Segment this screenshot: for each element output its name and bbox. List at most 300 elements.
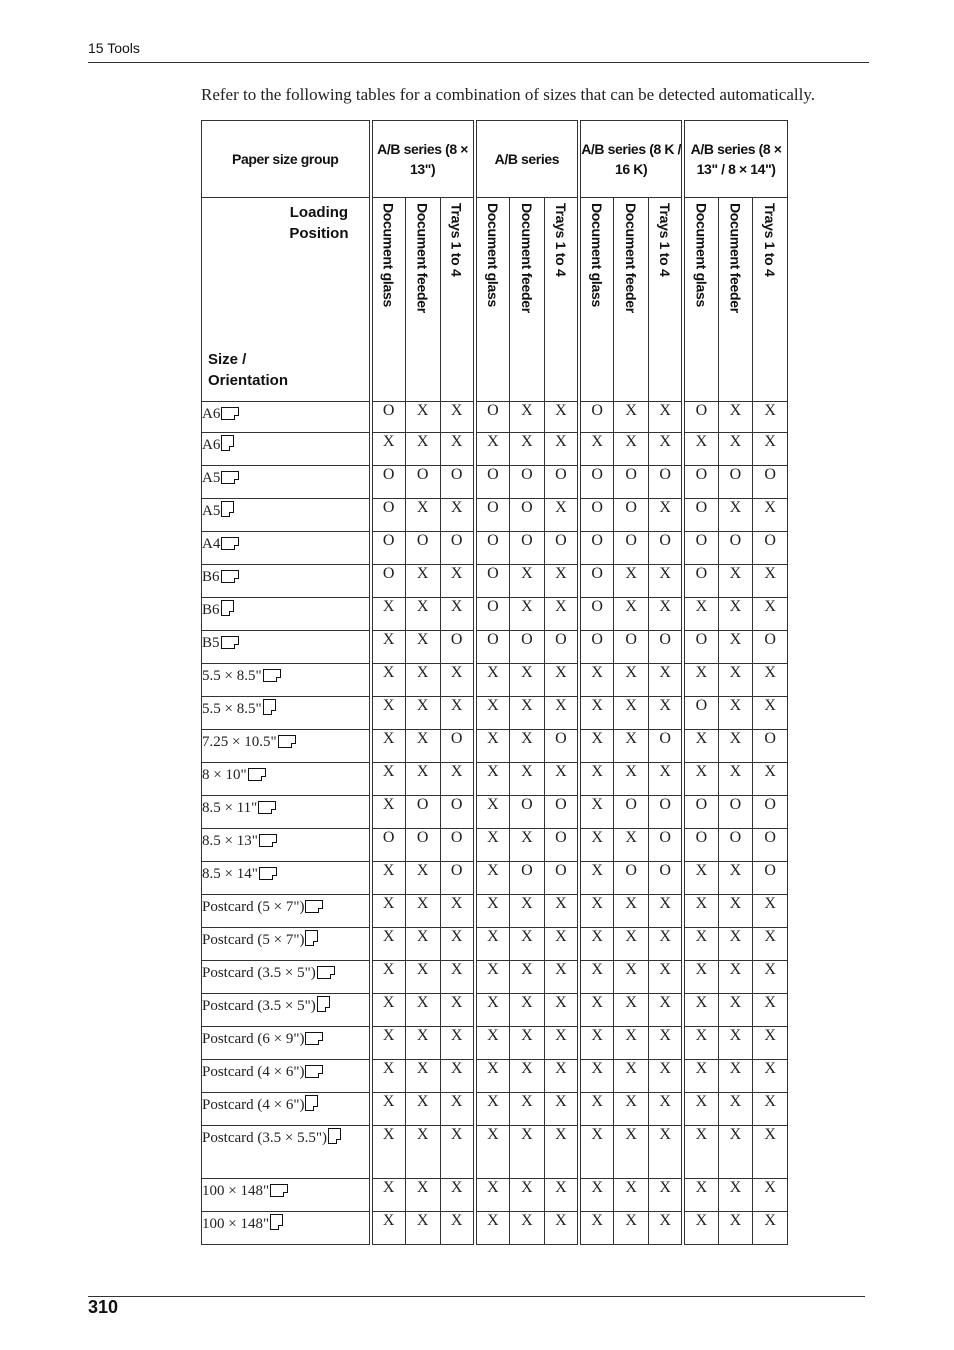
detection-value: O: [649, 532, 684, 565]
detection-value: X: [649, 1126, 684, 1179]
size-cell: [202, 433, 371, 466]
detection-value: X: [544, 1179, 579, 1212]
detection-value: X: [753, 565, 788, 598]
sef-orientation-icon: [221, 501, 234, 517]
table-row: [202, 895, 788, 928]
detection-value: X: [649, 402, 684, 433]
detection-value: O: [614, 631, 649, 664]
detection-value: X: [440, 1093, 475, 1126]
size-label: 8.5 × 11": [202, 800, 258, 816]
detection-value: O: [440, 532, 475, 565]
detection-value: X: [405, 433, 440, 466]
footer-divider: [88, 1296, 865, 1297]
detection-value: O: [475, 631, 510, 664]
lef-orientation-icon: [221, 407, 239, 420]
group-header: A/B series: [475, 121, 579, 198]
size-cell: [202, 1060, 371, 1093]
detection-value: X: [683, 994, 718, 1027]
detection-value: O: [440, 730, 475, 763]
detection-value: X: [718, 1093, 753, 1126]
size-cell: [202, 697, 371, 730]
detection-value: O: [579, 532, 614, 565]
detection-value: X: [753, 1126, 788, 1179]
detection-value: X: [579, 1027, 614, 1060]
detection-value: O: [371, 499, 406, 532]
detection-value: X: [579, 763, 614, 796]
detection-value: O: [718, 466, 753, 499]
detection-value: X: [475, 796, 510, 829]
detection-value: O: [718, 796, 753, 829]
detection-value: X: [544, 994, 579, 1027]
detection-value: X: [371, 598, 406, 631]
size-label: Postcard (3.5 × 5"): [202, 965, 316, 981]
detection-value: O: [649, 829, 684, 862]
detection-value: O: [544, 466, 579, 499]
detection-value: X: [753, 499, 788, 532]
detection-value: X: [475, 730, 510, 763]
detection-value: X: [405, 763, 440, 796]
detection-value: X: [718, 1212, 753, 1245]
table-row: [202, 1212, 788, 1245]
size-cell: [202, 730, 371, 763]
detection-value: X: [475, 829, 510, 862]
detection-value: O: [475, 565, 510, 598]
detection-value: X: [544, 1027, 579, 1060]
detection-value: X: [510, 1212, 545, 1245]
detection-value: X: [718, 598, 753, 631]
position-header-row: [202, 198, 788, 402]
detection-value: X: [405, 631, 440, 664]
table-row: [202, 1027, 788, 1060]
group-header: A/B series (8 × 13" / 8 × 14"): [683, 121, 787, 198]
lef-orientation-icon: [270, 1184, 288, 1197]
detection-value: X: [371, 1060, 406, 1093]
detection-value: X: [475, 664, 510, 697]
detection-value: X: [510, 664, 545, 697]
detection-value: O: [440, 796, 475, 829]
detection-value: X: [718, 565, 753, 598]
size-cell: [202, 598, 371, 631]
detection-value: X: [753, 961, 788, 994]
detection-value: O: [649, 631, 684, 664]
sef-orientation-icon: [305, 930, 318, 946]
page-number: 310: [88, 1297, 119, 1317]
detection-value: O: [371, 466, 406, 499]
size-label: 5.5 × 8.5": [202, 668, 262, 684]
detection-value: X: [649, 433, 684, 466]
loading-position-label: Document feeder: [623, 203, 640, 313]
detection-value: X: [718, 994, 753, 1027]
detection-value: X: [614, 1027, 649, 1060]
loading-position-header: [683, 198, 718, 402]
detection-value: X: [371, 1179, 406, 1212]
detection-value: O: [544, 730, 579, 763]
detection-value: X: [475, 1093, 510, 1126]
detection-value: X: [371, 631, 406, 664]
size-label: A6: [202, 437, 221, 453]
detection-value: X: [753, 664, 788, 697]
detection-value: O: [614, 499, 649, 532]
detection-value: X: [544, 961, 579, 994]
loading-position-header: [405, 198, 440, 402]
detection-value: X: [649, 499, 684, 532]
detection-value: O: [683, 565, 718, 598]
detection-value: X: [510, 1060, 545, 1093]
table-row: [202, 1060, 788, 1093]
detection-value: X: [510, 928, 545, 961]
detection-value: O: [510, 466, 545, 499]
detection-value: X: [614, 928, 649, 961]
detection-value: X: [614, 730, 649, 763]
table-row: [202, 730, 788, 763]
table-row: [202, 1093, 788, 1126]
detection-value: X: [475, 928, 510, 961]
lef-orientation-icon: [221, 537, 239, 550]
detection-value: X: [683, 1027, 718, 1060]
detection-value: X: [683, 763, 718, 796]
detection-value: X: [405, 1027, 440, 1060]
lef-orientation-icon: [305, 1065, 323, 1078]
sef-orientation-icon: [221, 435, 234, 451]
detection-value: X: [371, 433, 406, 466]
loading-position-header: [475, 198, 510, 402]
detection-value: O: [371, 829, 406, 862]
detection-value: X: [753, 402, 788, 433]
detection-value: X: [649, 763, 684, 796]
detection-value: X: [440, 598, 475, 631]
detection-value: X: [718, 1027, 753, 1060]
lef-orientation-icon: [263, 669, 281, 682]
size-label: Postcard (3.5 × 5"): [202, 998, 316, 1014]
detection-value: X: [683, 895, 718, 928]
detection-value: X: [649, 961, 684, 994]
table-row: [202, 1126, 788, 1179]
size-label: A5: [202, 503, 221, 519]
detection-value: X: [544, 565, 579, 598]
detection-value: X: [544, 763, 579, 796]
detection-value: X: [405, 1179, 440, 1212]
table-row: [202, 433, 788, 466]
detection-value: X: [544, 598, 579, 631]
detection-value: X: [475, 994, 510, 1027]
size-label: 8.5 × 14": [202, 866, 258, 882]
detection-value: O: [718, 829, 753, 862]
corner-bottom-line: Size /: [208, 351, 247, 368]
size-cell: [202, 664, 371, 697]
size-cell: [202, 1126, 371, 1179]
detection-value: O: [683, 402, 718, 433]
detection-value: O: [475, 532, 510, 565]
size-label: A4: [202, 536, 221, 552]
detection-value: O: [753, 829, 788, 862]
detection-value: X: [440, 664, 475, 697]
detection-value: X: [405, 1212, 440, 1245]
detection-value: O: [683, 499, 718, 532]
table-row: [202, 1179, 788, 1212]
sef-orientation-icon: [263, 699, 276, 715]
detection-value: X: [440, 402, 475, 433]
sef-orientation-icon: [221, 600, 234, 616]
detection-value: X: [371, 895, 406, 928]
detection-value: X: [371, 1093, 406, 1126]
detection-value: X: [753, 1179, 788, 1212]
detection-value: X: [371, 1212, 406, 1245]
loading-position-label: Trays 1 to 4: [448, 203, 465, 277]
lef-orientation-icon: [248, 768, 266, 781]
lef-orientation-icon: [305, 900, 323, 913]
detection-value: X: [510, 598, 545, 631]
detection-value: O: [371, 402, 406, 433]
size-cell: [202, 631, 371, 664]
detection-value: X: [510, 961, 545, 994]
corner-header-cell: [202, 198, 371, 402]
detection-value: X: [718, 664, 753, 697]
intro-paragraph: Refer to the following tables for a combination of sizes that can be detected automatically.: [201, 85, 815, 104]
detection-value: X: [440, 1027, 475, 1060]
detection-value: X: [753, 697, 788, 730]
detection-value: X: [718, 1060, 753, 1093]
detection-value: O: [614, 466, 649, 499]
detection-value: X: [614, 994, 649, 1027]
detection-value: X: [753, 433, 788, 466]
detection-value: X: [510, 730, 545, 763]
detection-value: O: [614, 532, 649, 565]
detection-value: X: [614, 961, 649, 994]
detection-value: X: [579, 796, 614, 829]
detection-value: X: [440, 928, 475, 961]
detection-value: O: [683, 532, 718, 565]
detection-value: X: [405, 402, 440, 433]
detection-value: X: [649, 1179, 684, 1212]
detection-value: X: [371, 994, 406, 1027]
detection-value: X: [683, 961, 718, 994]
size-cell: [202, 994, 371, 1027]
loading-position-header: [649, 198, 684, 402]
detection-value: X: [440, 697, 475, 730]
detection-value: X: [753, 895, 788, 928]
size-cell: [202, 1093, 371, 1126]
detection-value: X: [683, 1126, 718, 1179]
detection-value: X: [614, 697, 649, 730]
detection-value: X: [371, 763, 406, 796]
detection-value: O: [544, 829, 579, 862]
detection-value: X: [405, 928, 440, 961]
loading-position-header: [440, 198, 475, 402]
detection-value: X: [614, 1060, 649, 1093]
corner-top-line: Position: [289, 225, 349, 242]
detection-value: X: [579, 1179, 614, 1212]
detection-value: X: [718, 730, 753, 763]
detection-value: X: [614, 829, 649, 862]
table-row: [202, 598, 788, 631]
lef-orientation-icon: [221, 471, 239, 484]
detection-value: O: [475, 402, 510, 433]
detection-value: X: [544, 664, 579, 697]
detection-value: X: [475, 961, 510, 994]
lef-orientation-icon: [258, 801, 276, 814]
detection-value: X: [475, 697, 510, 730]
detection-value: O: [649, 796, 684, 829]
loading-position-header: [718, 198, 753, 402]
detection-value: X: [405, 730, 440, 763]
detection-value: X: [405, 697, 440, 730]
detection-value: O: [683, 697, 718, 730]
detection-value: X: [405, 862, 440, 895]
detection-value: X: [475, 1060, 510, 1093]
detection-value: O: [614, 796, 649, 829]
detection-value: X: [614, 565, 649, 598]
detection-value: X: [475, 1179, 510, 1212]
header-divider: [88, 62, 869, 63]
corner-bottom-line: Orientation: [208, 372, 289, 389]
table-row: [202, 961, 788, 994]
detection-value: O: [371, 532, 406, 565]
detection-value: X: [544, 895, 579, 928]
detection-value: X: [405, 499, 440, 532]
detection-value: X: [718, 862, 753, 895]
loading-position-label: Document glass: [693, 203, 710, 307]
size-label: Postcard (6 × 9"): [202, 1031, 305, 1047]
detection-value: X: [544, 1126, 579, 1179]
detection-value: X: [440, 1060, 475, 1093]
detection-value: X: [405, 994, 440, 1027]
detection-value: X: [475, 433, 510, 466]
detection-value: X: [614, 1212, 649, 1245]
detection-value: O: [475, 466, 510, 499]
detection-value: X: [683, 1212, 718, 1245]
loading-position-label: Trays 1 to 4: [657, 203, 674, 277]
detection-value: X: [510, 1093, 545, 1126]
detection-value: X: [753, 928, 788, 961]
detection-value: X: [440, 1179, 475, 1212]
lef-orientation-icon: [278, 735, 296, 748]
detection-value: X: [718, 1179, 753, 1212]
detection-value: O: [475, 499, 510, 532]
detection-value: O: [544, 796, 579, 829]
size-label: 100 × 148": [202, 1183, 270, 1199]
detection-value: X: [510, 763, 545, 796]
detection-value: X: [718, 433, 753, 466]
detection-value: X: [405, 1060, 440, 1093]
detection-value: O: [579, 565, 614, 598]
detection-value: X: [718, 1126, 753, 1179]
detection-value: X: [405, 664, 440, 697]
table-row: [202, 829, 788, 862]
detection-value: X: [579, 433, 614, 466]
table-row: [202, 763, 788, 796]
detection-value: X: [753, 598, 788, 631]
loading-position-header: [510, 198, 545, 402]
size-label: A6: [202, 406, 221, 422]
size-cell: [202, 466, 371, 499]
detection-value: X: [683, 862, 718, 895]
size-cell: [202, 862, 371, 895]
detection-value: X: [683, 1060, 718, 1093]
detection-value: X: [510, 994, 545, 1027]
detection-value: X: [405, 895, 440, 928]
detection-value: O: [440, 631, 475, 664]
size-label: 100 × 148": [202, 1216, 270, 1232]
detection-value: X: [649, 697, 684, 730]
group-header: A/B series (8 × 13"): [371, 121, 475, 198]
table-row: [202, 631, 788, 664]
size-label: 5.5 × 8.5": [202, 701, 262, 717]
detection-value: X: [371, 796, 406, 829]
table-row: [202, 565, 788, 598]
table-row: [202, 466, 788, 499]
detection-value: O: [683, 829, 718, 862]
loading-position-label: [289, 202, 348, 244]
detection-value: X: [405, 1126, 440, 1179]
detection-value: X: [718, 697, 753, 730]
detection-value: X: [405, 1093, 440, 1126]
group-header-row: [202, 121, 788, 198]
detection-value: X: [440, 1126, 475, 1179]
detection-value: O: [405, 466, 440, 499]
detection-value: X: [475, 763, 510, 796]
loading-position-label: Trays 1 to 4: [762, 203, 779, 277]
detection-value: X: [718, 763, 753, 796]
detection-value: O: [753, 631, 788, 664]
detection-value: X: [579, 697, 614, 730]
detection-value: O: [649, 466, 684, 499]
detection-value: O: [510, 862, 545, 895]
detection-value: X: [753, 994, 788, 1027]
size-cell: [202, 895, 371, 928]
detection-value: O: [440, 862, 475, 895]
size-cell: [202, 1179, 371, 1212]
size-label: A5: [202, 470, 221, 486]
section-header: 15 Tools: [88, 40, 140, 56]
table-body: [202, 402, 788, 1245]
detection-value: X: [440, 1212, 475, 1245]
detection-value: X: [371, 1027, 406, 1060]
detection-value: O: [405, 532, 440, 565]
detection-value: X: [510, 1126, 545, 1179]
detection-value: X: [544, 697, 579, 730]
detection-value: O: [579, 631, 614, 664]
detection-value: O: [649, 862, 684, 895]
detection-value: X: [371, 664, 406, 697]
detection-value: X: [579, 994, 614, 1027]
detection-value: X: [440, 433, 475, 466]
size-cell: [202, 402, 371, 433]
corner-top-line: Loading: [289, 204, 349, 221]
detection-value: O: [753, 730, 788, 763]
size-label: 7.25 × 10.5": [202, 734, 277, 750]
detection-value: X: [544, 1093, 579, 1126]
detection-value: X: [440, 763, 475, 796]
detection-value: X: [440, 499, 475, 532]
size-orientation-label: [208, 349, 288, 391]
lef-orientation-icon: [259, 867, 277, 880]
size-cell: [202, 1027, 371, 1060]
lef-orientation-icon: [221, 636, 239, 649]
detection-value: X: [614, 598, 649, 631]
detection-value: X: [371, 862, 406, 895]
detection-value: X: [753, 1093, 788, 1126]
detection-value: X: [544, 499, 579, 532]
detection-value: X: [579, 895, 614, 928]
sef-orientation-icon: [305, 1095, 318, 1111]
table-row: [202, 994, 788, 1027]
table-row: [202, 928, 788, 961]
detection-value: X: [718, 402, 753, 433]
detection-value: O: [371, 565, 406, 598]
detection-value: X: [544, 1060, 579, 1093]
table-row: [202, 697, 788, 730]
size-cell: [202, 928, 371, 961]
